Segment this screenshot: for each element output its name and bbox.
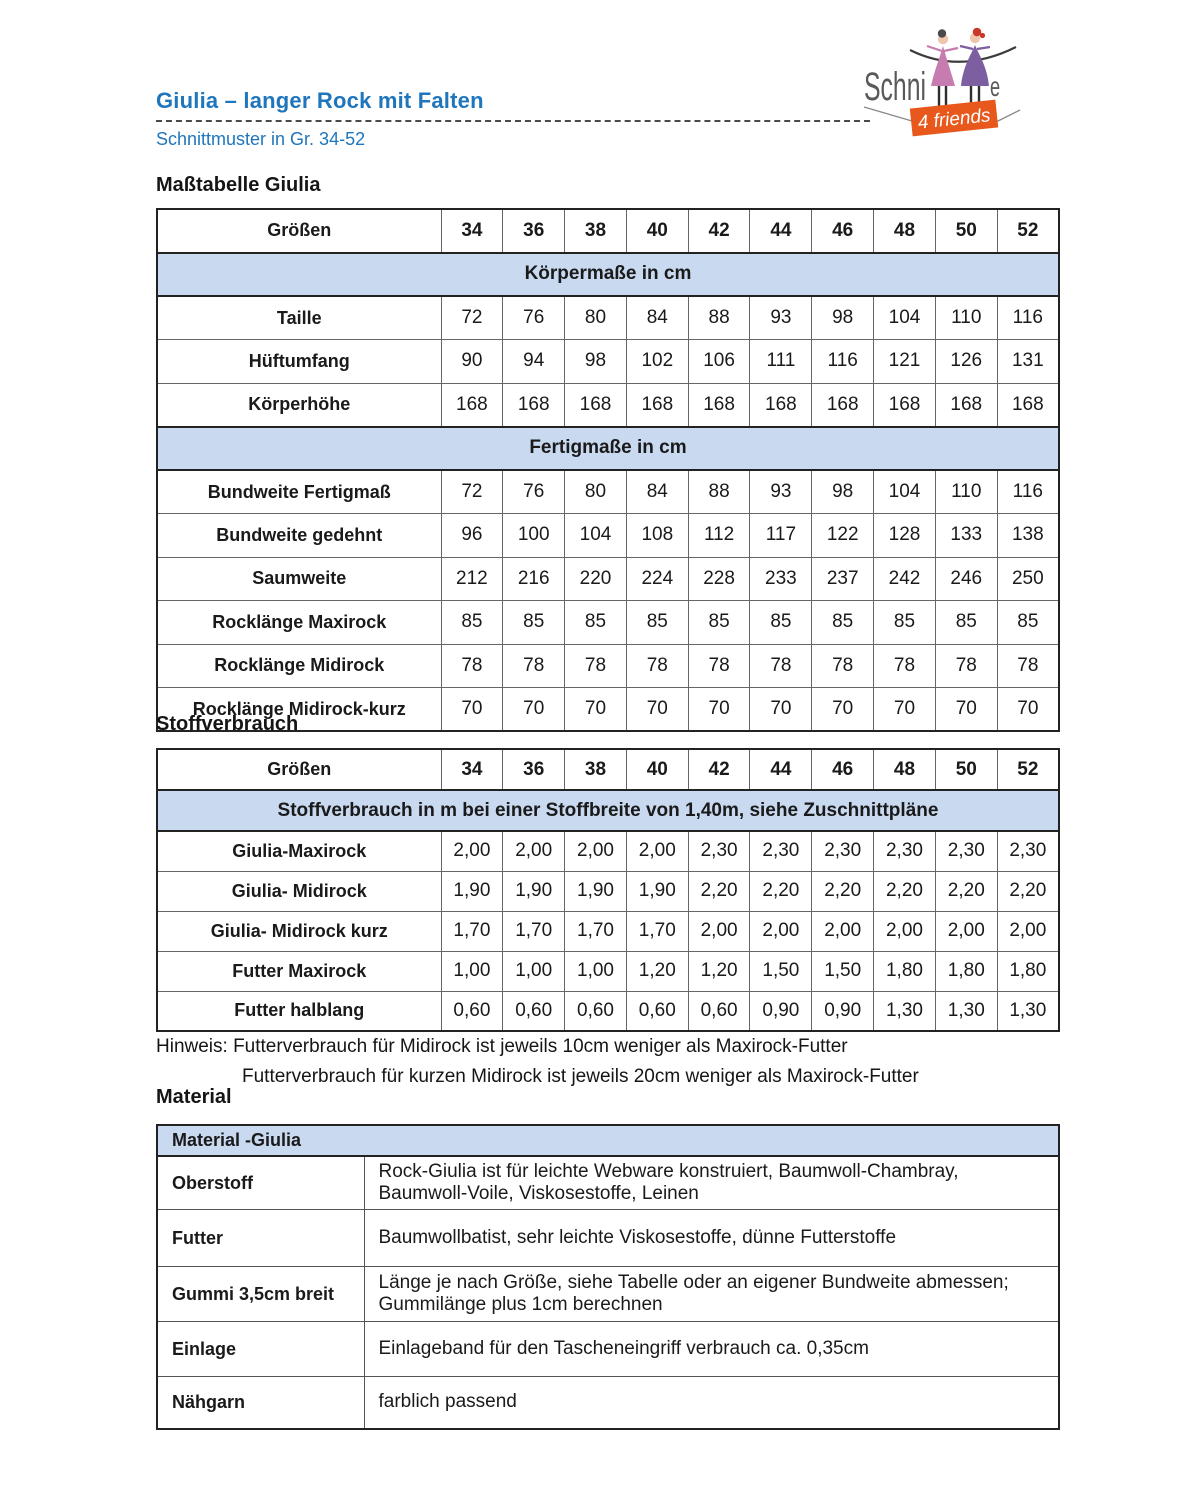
value-cell: 78 [750, 644, 812, 688]
value-cell: 168 [997, 383, 1059, 427]
page-subtitle: Schnittmuster in Gr. 34-52 [156, 129, 366, 149]
value-cell: 2,00 [503, 831, 565, 871]
value-cell: 1,70 [503, 911, 565, 951]
value-cell: 36 [503, 749, 565, 790]
measurement-table-heading: Maßtabelle Giulia [156, 174, 321, 196]
table-row [157, 831, 1059, 871]
value-cell: 168 [503, 383, 565, 427]
value-cell: 2,00 [626, 831, 688, 871]
row-label-cell: Körperhöhe [157, 383, 441, 427]
value-cell: 224 [626, 557, 688, 601]
value-cell: 85 [688, 601, 750, 645]
value-cell: 220 [565, 557, 627, 601]
value-cell: 102 [626, 340, 688, 384]
value-cell: 50 [935, 209, 997, 253]
row-label-cell: Rocklänge Midirock-kurz [157, 688, 441, 732]
value-cell: 108 [626, 514, 688, 558]
value-cell: 250 [997, 557, 1059, 601]
value-cell: 242 [874, 557, 936, 601]
value-cell: 70 [565, 688, 627, 732]
value-cell: 106 [688, 340, 750, 384]
value-cell: 2,30 [750, 831, 812, 871]
value-cell: 168 [441, 383, 503, 427]
value-cell: 88 [688, 296, 750, 340]
value-cell: 70 [503, 688, 565, 732]
table-row [157, 1210, 1059, 1267]
value-cell: 168 [750, 383, 812, 427]
value-cell: 90 [441, 340, 503, 384]
sizes-header-row [157, 209, 1059, 253]
value-cell: 112 [688, 514, 750, 558]
value-cell: 78 [935, 644, 997, 688]
row-label-cell: Futter Maxirock [157, 951, 441, 991]
value-cell: 70 [688, 688, 750, 732]
value-cell: 44 [750, 209, 812, 253]
value-cell: 2,30 [812, 831, 874, 871]
table-row [157, 871, 1059, 911]
row-label-cell: Giulia- Midirock [157, 871, 441, 911]
figure-right-icon [960, 28, 990, 113]
table-row [157, 991, 1059, 1031]
value-cell: 1,70 [441, 911, 503, 951]
value-cell: 78 [874, 644, 936, 688]
value-cell: 34 [441, 209, 503, 253]
table-row [157, 1322, 1059, 1377]
table-row [157, 557, 1059, 601]
value-cell: 168 [565, 383, 627, 427]
value-cell: 110 [935, 296, 997, 340]
table-row [157, 911, 1059, 951]
value-cell: 84 [626, 470, 688, 514]
value-cell: 233 [750, 557, 812, 601]
value-cell: 1,90 [503, 871, 565, 911]
value-cell: 88 [688, 470, 750, 514]
note-line-1: Hinweis: Futterverbrauch für Midirock ist jeweils 10cm weniger als Maxirock-Futter [156, 1036, 848, 1057]
value-cell: 46 [812, 209, 874, 253]
value-cell: 85 [997, 601, 1059, 645]
ground-line-right [996, 110, 1020, 122]
value-cell: 133 [935, 514, 997, 558]
value-cell: 85 [626, 601, 688, 645]
value-cell: 138 [997, 514, 1059, 558]
value-cell: 93 [750, 470, 812, 514]
row-label-cell: Bundweite gedehnt [157, 514, 441, 558]
material-label-cell: Einlage [157, 1322, 364, 1377]
value-cell: 78 [688, 644, 750, 688]
value-cell: 0,60 [503, 991, 565, 1031]
row-label-cell: Futter halblang [157, 991, 441, 1031]
value-cell: 246 [935, 557, 997, 601]
value-cell: 85 [874, 601, 936, 645]
value-cell: 93 [750, 296, 812, 340]
fabric-consumption-table [156, 748, 1060, 1032]
value-cell: 42 [688, 749, 750, 790]
section-band-label: Körpermaße in cm [157, 253, 1059, 297]
material-header-row [157, 1125, 1059, 1156]
value-cell: 168 [874, 383, 936, 427]
table-row [157, 644, 1059, 688]
value-cell: 2,00 [874, 911, 936, 951]
material-value-cell: Rock-Giulia ist für leichte Webware konstruiert, Baumwoll-Chambray, Baumwoll-Voile, Viskosestoffe, Leinen [364, 1156, 1059, 1210]
value-cell: 0,90 [812, 991, 874, 1031]
value-cell: 1,70 [565, 911, 627, 951]
material-value-cell: Baumwollbatist, sehr leichte Viskosestoffe, dünne Futterstoffe [364, 1210, 1059, 1267]
value-cell: 85 [935, 601, 997, 645]
value-cell: 2,30 [935, 831, 997, 871]
value-cell: 168 [626, 383, 688, 427]
material-header-label: Material -Giulia [157, 1125, 1059, 1156]
value-cell: 1,20 [626, 951, 688, 991]
value-cell: 168 [812, 383, 874, 427]
value-cell: 2,00 [812, 911, 874, 951]
section-band-row [157, 790, 1059, 831]
row-label-cell: Bundweite Fertigmaß [157, 470, 441, 514]
material-value-cell: Länge je nach Größe, siehe Tabelle oder an eigener Bundweite abmessen; Gummilänge plus 1cm berechnen [364, 1267, 1059, 1322]
section-band-row [157, 427, 1059, 471]
page-title: Giulia – langer Rock mit Falten [156, 88, 484, 113]
value-cell: 98 [565, 340, 627, 384]
figure-left-icon [927, 29, 958, 110]
value-cell: 48 [874, 209, 936, 253]
value-cell: 1,80 [997, 951, 1059, 991]
value-cell: 44 [750, 749, 812, 790]
value-cell: 128 [874, 514, 936, 558]
table-row [157, 601, 1059, 645]
table-row [157, 951, 1059, 991]
value-cell: 0,60 [565, 991, 627, 1031]
value-cell: 0,60 [688, 991, 750, 1031]
value-cell: 2,20 [750, 871, 812, 911]
material-table [156, 1124, 1060, 1430]
schnitte-4-friends-logo [848, 22, 1028, 142]
material-heading: Material [156, 1086, 232, 1108]
note-line-2: Futterverbrauch für kurzen Midirock ist jeweils 20cm weniger als Maxirock-Futter [242, 1066, 919, 1087]
value-cell: 1,70 [626, 911, 688, 951]
material-value-cell: Einlageband für den Tascheneingriff verbrauch ca. 0,35cm [364, 1322, 1059, 1377]
value-cell: 237 [812, 557, 874, 601]
value-cell: 96 [441, 514, 503, 558]
value-cell: 94 [503, 340, 565, 384]
value-cell: 1,90 [626, 871, 688, 911]
value-cell: 98 [812, 470, 874, 514]
row-label-cell: Rocklänge Midirock [157, 644, 441, 688]
value-cell: 36 [503, 209, 565, 253]
value-cell: 2,00 [750, 911, 812, 951]
value-cell: 1,90 [441, 871, 503, 911]
row-label-cell: Giulia- Midirock kurz [157, 911, 441, 951]
value-cell: 70 [626, 688, 688, 732]
value-cell: 2,00 [935, 911, 997, 951]
value-cell: 1,80 [935, 951, 997, 991]
rope-line [910, 47, 1016, 62]
value-cell: 117 [750, 514, 812, 558]
note-block [156, 1032, 1096, 1092]
value-cell: 116 [997, 470, 1059, 514]
value-cell: 76 [503, 296, 565, 340]
value-cell: 121 [874, 340, 936, 384]
section-band-label: Stoffverbrauch in m bei einer Stoffbreite von 1,40m, siehe Zuschnittpläne [157, 790, 1059, 831]
value-cell: 76 [503, 470, 565, 514]
value-cell: 1,20 [688, 951, 750, 991]
value-cell: 1,80 [874, 951, 936, 991]
value-cell: 100 [503, 514, 565, 558]
value-cell: 168 [935, 383, 997, 427]
row-label-cell: Hüftumfang [157, 340, 441, 384]
value-cell: 104 [565, 514, 627, 558]
row-label-cell: Giulia-Maxirock [157, 831, 441, 871]
value-cell: 84 [626, 296, 688, 340]
material-value-cell: farblich passend [364, 1377, 1059, 1429]
value-cell: 1,30 [874, 991, 936, 1031]
table-row [157, 514, 1059, 558]
value-cell: 70 [935, 688, 997, 732]
value-cell: 70 [441, 688, 503, 732]
value-cell: 1,30 [935, 991, 997, 1031]
logo-word-start: Schni [864, 65, 927, 110]
value-cell: 85 [812, 601, 874, 645]
material-label-cell: Gummi 3,5cm breit [157, 1267, 364, 1322]
value-cell: 0,60 [441, 991, 503, 1031]
value-cell: 52 [997, 209, 1059, 253]
value-cell: 2,20 [935, 871, 997, 911]
value-cell: 52 [997, 749, 1059, 790]
value-cell: 228 [688, 557, 750, 601]
value-cell: 38 [565, 749, 627, 790]
table-row [157, 296, 1059, 340]
value-cell: 116 [997, 296, 1059, 340]
material-label-cell: Oberstoff [157, 1156, 364, 1210]
value-cell: 40 [626, 749, 688, 790]
value-cell: 50 [935, 749, 997, 790]
value-cell: 104 [874, 470, 936, 514]
value-cell: 212 [441, 557, 503, 601]
logo-banner-text: 4 friends [916, 105, 992, 134]
row-label-cell: Rocklänge Maxirock [157, 601, 441, 645]
value-cell: 70 [997, 688, 1059, 732]
value-cell: 85 [565, 601, 627, 645]
value-cell: 80 [565, 470, 627, 514]
value-cell: 85 [441, 601, 503, 645]
value-cell: 40 [626, 209, 688, 253]
value-cell: 70 [750, 688, 812, 732]
value-cell: 2,20 [812, 871, 874, 911]
section-band-row [157, 253, 1059, 297]
fabric-table-heading: Stoffverbrauch [156, 713, 299, 735]
value-cell: 98 [812, 296, 874, 340]
value-cell: 1,00 [565, 951, 627, 991]
dashed-divider [156, 120, 870, 122]
value-cell: 1,00 [503, 951, 565, 991]
sizes-label-cell: Größen [157, 749, 441, 790]
value-cell: 70 [874, 688, 936, 732]
value-cell: 72 [441, 470, 503, 514]
value-cell: 2,30 [997, 831, 1059, 871]
value-cell: 104 [874, 296, 936, 340]
value-cell: 78 [503, 644, 565, 688]
value-cell: 2,00 [688, 911, 750, 951]
measurement-table [156, 208, 1060, 732]
value-cell: 110 [935, 470, 997, 514]
value-cell: 1,30 [997, 991, 1059, 1031]
value-cell: 1,00 [441, 951, 503, 991]
value-cell: 168 [688, 383, 750, 427]
value-cell: 80 [565, 296, 627, 340]
value-cell: 131 [997, 340, 1059, 384]
value-cell: 126 [935, 340, 997, 384]
value-cell: 116 [812, 340, 874, 384]
value-cell: 78 [626, 644, 688, 688]
value-cell: 78 [565, 644, 627, 688]
logo-word-end: e [990, 72, 1001, 104]
table-row [157, 383, 1059, 427]
value-cell: 70 [812, 688, 874, 732]
value-cell: 34 [441, 749, 503, 790]
table-row [157, 1156, 1059, 1210]
value-cell: 85 [750, 601, 812, 645]
value-cell: 2,00 [997, 911, 1059, 951]
value-cell: 0,90 [750, 991, 812, 1031]
value-cell: 1,50 [750, 951, 812, 991]
material-label-cell: Nähgarn [157, 1377, 364, 1429]
value-cell: 78 [997, 644, 1059, 688]
table-row [157, 340, 1059, 384]
value-cell: 85 [503, 601, 565, 645]
value-cell: 122 [812, 514, 874, 558]
value-cell: 78 [441, 644, 503, 688]
value-cell: 1,90 [565, 871, 627, 911]
value-cell: 2,20 [688, 871, 750, 911]
value-cell: 2,20 [997, 871, 1059, 911]
value-cell: 46 [812, 749, 874, 790]
value-cell: 111 [750, 340, 812, 384]
value-cell: 2,30 [688, 831, 750, 871]
value-cell: 42 [688, 209, 750, 253]
value-cell: 2,20 [874, 871, 936, 911]
value-cell: 78 [812, 644, 874, 688]
material-label-cell: Futter [157, 1210, 364, 1267]
sizes-header-row [157, 749, 1059, 790]
table-row [157, 470, 1059, 514]
value-cell: 38 [565, 209, 627, 253]
value-cell: 72 [441, 296, 503, 340]
row-label-cell: Taille [157, 296, 441, 340]
value-cell: 1,50 [812, 951, 874, 991]
sizes-label-cell: Größen [157, 209, 441, 253]
table-row [157, 1267, 1059, 1322]
table-row [157, 1377, 1059, 1429]
value-cell: 0,60 [626, 991, 688, 1031]
value-cell: 216 [503, 557, 565, 601]
value-cell: 2,30 [874, 831, 936, 871]
value-cell: 2,00 [565, 831, 627, 871]
value-cell: 2,00 [441, 831, 503, 871]
section-band-label: Fertigmaße in cm [157, 427, 1059, 471]
row-label-cell: Saumweite [157, 557, 441, 601]
value-cell: 48 [874, 749, 936, 790]
